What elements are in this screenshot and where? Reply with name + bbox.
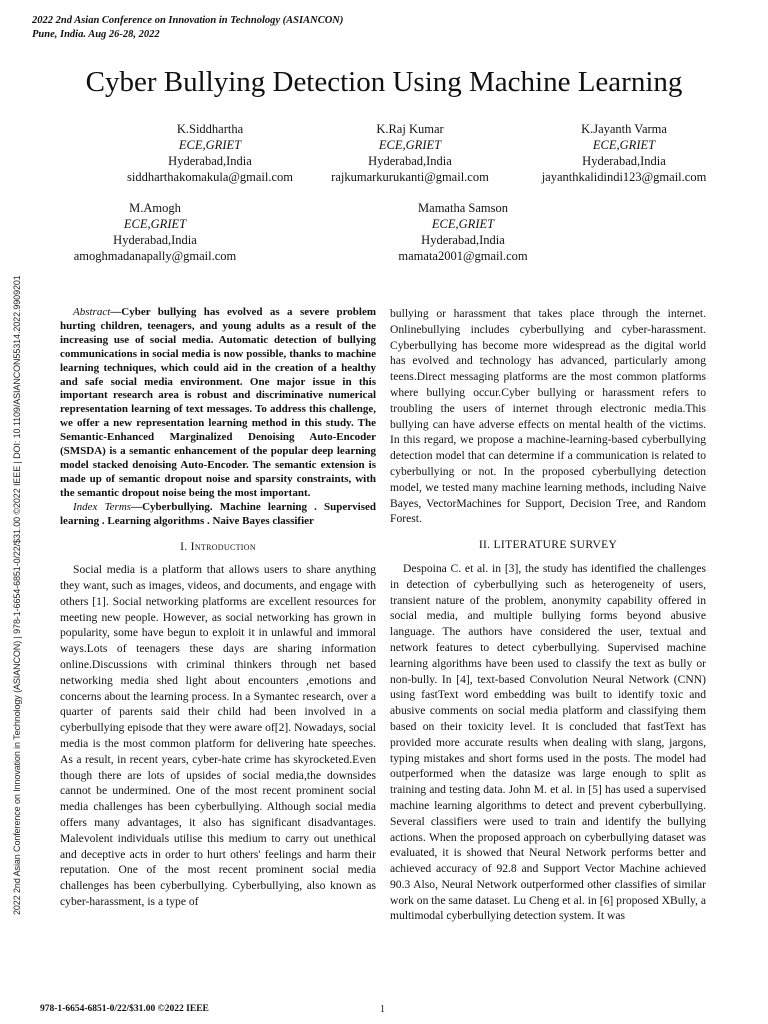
conference-header xyxy=(32,14,343,42)
right-column xyxy=(390,306,706,924)
author-block xyxy=(110,121,310,185)
section-heading-literature-survey: II. LITERATURE SURVEY xyxy=(478,538,618,552)
author-block xyxy=(524,121,724,185)
side-margin-note xyxy=(10,160,28,915)
author-city: Hyderabad,India xyxy=(582,154,666,168)
author-block xyxy=(363,200,563,264)
section-number: I. xyxy=(180,539,188,553)
author-email[interactable]: mamata2001@gmail.com xyxy=(398,249,528,263)
conference-name: 2022 2nd Asian Conference on Innovation in Technology (ASIANCON) xyxy=(32,15,344,26)
author-city: Hyderabad,India xyxy=(421,233,505,247)
abstract-text: —Cyber bullying has evolved as a severe problem hurting children, teenagers, and young adults as a result of the increasing use of social media. Automatic detection of bullying communications in social media is now possible, thanks to machine learning techniques, which could aid in the creation of a healthy and safe social media environment. One major issue in this important research area is robust and discriminative numerical representation learning of text messages. To address this challenge, we offer a new representation learning method in this study. The Semantic-Enhanced Marginalized Denoising Auto-Encoder (SMSDA) is a semantic enhancement of the popular deep learning model stacked denoising Auto-Encoder. The semantic extension is made up of semantic dropout noise and sparsity constraints, with the semantic dropout noise being the most important. xyxy=(60,306,376,499)
author-block xyxy=(310,121,510,185)
author-name: K.Raj Kumar xyxy=(376,122,444,136)
author-affiliation: ECE,GRIET xyxy=(431,217,495,231)
introduction-continued-paragraph: bullying or harassment that takes place through the internet. Onlinebullying includes cyberbullying and cyber-harassment. Cyberbullying has become more widespread as the digital world has evolved and technology has advanced, particularly among teens.Direct messaging platforms are the most common platforms where bullying occur.Cyber bullying or harassment refers to troubling the users of internet through electronic media.This bullying can have adverse effects on mental health of the victims. In this regard, we propose a machine-learning-based cyberbullying detection model that can determine if a communication is related to cyberbullying or not. In the proposed cyberbullying detection model, we tested many machine learning methods, including Naive Bayes, VectorMachines for Support, Decision Tree, and Random Forest. xyxy=(390,307,706,526)
index-terms-label: Index Terms xyxy=(73,500,132,513)
author-affiliation: ECE,GRIET xyxy=(592,138,656,152)
page-number: 1 xyxy=(380,1004,385,1015)
author-block xyxy=(40,200,270,264)
abstract xyxy=(60,306,376,501)
section-title: Introduction xyxy=(190,539,256,553)
author-email[interactable]: siddharthakomakula@gmail.com xyxy=(127,170,293,184)
doi-note: 2022 2nd Asian Conference on Innovation in Technology (ASIANCON) | 978-1-6654-6851-0/22/$31.00 ©2022 IEEE | DOI: 10.1109/ASIANCON55314.2022.9909201 xyxy=(12,275,22,915)
section-heading-introduction xyxy=(60,539,376,555)
abstract-label: Abstract xyxy=(73,306,111,318)
author-email[interactable]: rajkumarkurukanti@gmail.com xyxy=(331,170,489,184)
author-name: K.Jayanth Varma xyxy=(581,122,667,136)
footer-isbn: 978-1-6654-6851-0/22/$31.00 ©2022 IEEE xyxy=(40,1004,209,1014)
index-terms-text: —Cyberbullying. Machine learning . Supervised learning . Learning algorithms . Naive Bayes classifier xyxy=(60,500,376,527)
author-name: K.Siddhartha xyxy=(176,122,244,136)
left-column xyxy=(60,306,376,910)
author-email[interactable]: amoghmadanapally@gmail.com xyxy=(73,249,237,263)
author-affiliation: ECE,GRIET xyxy=(378,138,442,152)
author-email[interactable]: jayanthkalidindi123@gmail.com xyxy=(541,170,707,184)
author-name: Mamatha Samson xyxy=(418,201,508,215)
introduction-paragraph: Social media is a platform that allows users to share anything they want, such as images, videos, and documents, and engage with others [1]. Social networking platforms are excellent resources for meeting new people. However, as social networking has grown in popularity, some have begun to exploit it in unlawful and immoral ways.Lots of teenagers these days are sharing information online.Discussions with criminal thinkers through net based networking media shed light about encounters ,emotions and concerns about the learning process. In a Symantec research, over a quarter of parents said their child had been involved in a cyberbullying episode that they were aware of[2]. Nowadays, social media is the most common platform for delivering hate speeches. As a result, in recent years, cyber-hate crime has skyrocketed.Even though there are lots of upsides of social media,the downsides cannot be undermined. One of the most recent prominent social media challenges has been cyberbullying. Although social media offers many advantages, it also has significant disadvantages. Malevolent individuals utilise this medium to carry out unethical and deceptive acts in order to hurt others' feelings and harm their reputation. One of the most recent prominent social media challenges has been cyberbullying. Cyberbullying, also known as cyber-harassment, is a type of xyxy=(60,563,376,909)
author-city: Hyderabad,India xyxy=(368,154,452,168)
author-affiliation: ECE,GRIET xyxy=(123,217,187,231)
conference-location-date: Pune, India. Aug 26-28, 2022 xyxy=(32,29,160,40)
paper-title: Cyber Bullying Detection Using Machine Learning xyxy=(85,66,683,98)
literature-survey-paragraph: Despoina C. et al. in [3], the study has identified the challenges in detection of cyberbullying such as heterogeneity of users, transient nature of the problem, anonymity capability offered in social media, and multiple bullying forms beyond abusive language. The authors have considered the user, textual and network features to detect cyberbullying. Supervised machine learning algorithms have been used to classify the text as bully or non-bully. In [4], text-based Convolution Neural Network (CNN) using fastText word embedding was built to identify toxic and abusive comments on social media platform and classifying them based on their toxicity level. It is concluded that fastText has provided more accurate results when dealing with slang, jargons, typing mistakes and short forms used in the posts. The model had outperformed when the datasize was large enough to split as training and testing data. John M. et al. in [5] has used a supervised machine learning algorithms to detect and prevent cyberbullying. Several classifiers were used to train and identify the bullying actions. When the proposed approach on cyberbullying dataset was evaluated, it is showed that Neural Network performs better and achieved accuracy of 92.8 and Support Vector Machine achieved 90.3 Also, Neural Network outperformed other classifies of similar work on the same dataset. Lu Cheng et al. in [6] proposed XBully, a multimodal cyberbullying detection system. It was xyxy=(390,561,706,923)
author-city: Hyderabad,India xyxy=(113,233,197,247)
author-city: Hyderabad,India xyxy=(168,154,252,168)
author-affiliation: ECE,GRIET xyxy=(178,138,242,152)
index-terms xyxy=(60,501,376,529)
author-name: M.Amogh xyxy=(129,201,181,215)
